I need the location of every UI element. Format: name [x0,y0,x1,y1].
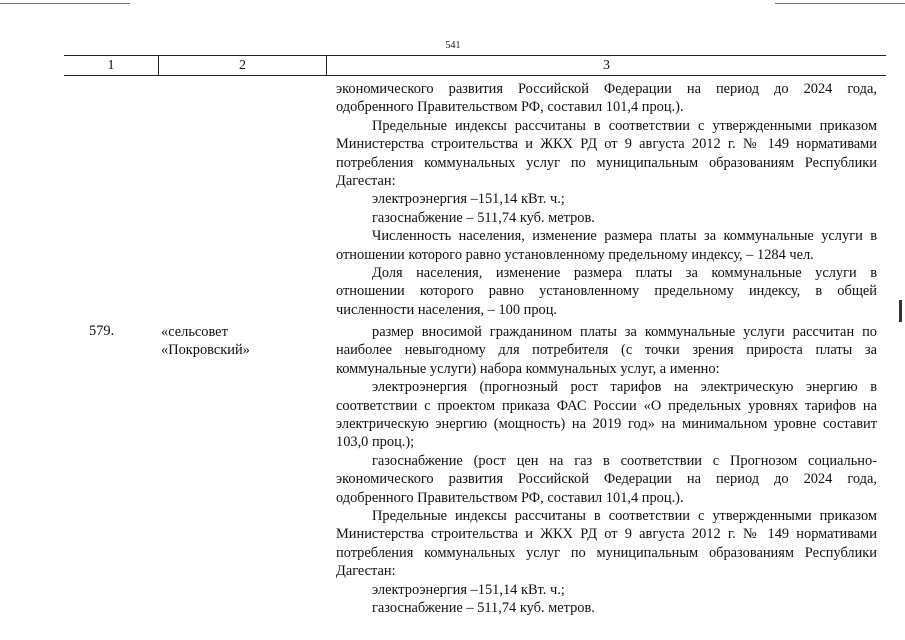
paragraph-line: отношении которого равно установленному предельному индексу, – 1284 чел. [336,246,814,263]
continuation-text [336,80,877,319]
paragraph-line: Предельные индексы рассчитаны в соответствии с утвержденными приказом [372,508,877,525]
paragraph-line: экономического развития Российской Федерации на период до 2024 года, [336,81,877,97]
electricity-norm: электроэнергия –151,14 кВт. ч.; [372,191,565,208]
header-col-3: 3 [603,58,610,73]
gas-norm: газоснабжение – 511,74 куб. метров. [372,600,595,617]
paragraph-line: одобренного Правительством РФ, составил 101,4 проц.). [336,489,684,506]
paragraph-line: наиболее невыгодному для потребителя (с точки зрения прироста платы за [336,342,877,359]
paragraph-line: отношении которого равно установленному предельному индексу, в общей [336,283,877,300]
paragraph-line: 103,0 проц.); [336,434,415,451]
paragraph-line: Дагестан: [336,173,396,190]
table-header-row [64,55,886,76]
paragraph-line: Численность населения, изменение размера платы за коммунальные услуги в [372,228,877,245]
municipality-name-line: «сельсовет [161,324,228,340]
header-col-1: 1 [107,58,115,73]
paragraph-line: потребления коммунальных услуг по муниципальным образованиям Республики [336,544,877,561]
top-rule-right [775,3,905,4]
scan-artifact [899,300,902,322]
paragraph-line: Министерства строительства и ЖКХ РД от 9 августа 2012 г. № 149 нормативами [336,526,877,543]
electricity-norm: электроэнергия –151,14 кВт. ч.; [372,581,565,598]
top-rule-left [0,3,130,4]
paragraph-line: потребления коммунальных услуг по муниципальным образованиям Республики [336,154,877,171]
paragraph-line: Дагестан: [336,563,396,580]
paragraph-line: газоснабжение (рост цен на газ в соответствии с Прогнозом социально- [372,452,877,469]
paragraph-line: Министерства строительства и ЖКХ РД от 9 августа 2012 г. № 149 нормативами [336,136,877,153]
paragraph-line: коммунальные услуги) набора коммунальных услуг, а именно: [336,360,720,377]
paragraph-line: Доля населения, изменение размера платы за коммунальные услуги в [372,265,877,282]
paragraph-line: электроэнергия (прогнозный рост тарифов на электрическую энергию в [372,379,877,396]
paragraph-line: экономического развития Российской Федерации на период до 2024 года, [336,471,877,488]
header-col-2: 2 [239,58,246,73]
paragraph-line: электрическую энергию (мощность) на 2019 год» на минимальном уровне составит [336,416,877,433]
municipality-name [161,323,250,360]
paragraph-line: одобренного Правительством РФ, составил 101,4 проц.). [336,99,684,116]
paragraph-line: численности населения, – 100 проц. [336,301,558,318]
gas-norm: газоснабжение – 511,74 куб. метров. [372,209,595,226]
row-number: 579. [89,323,115,339]
paragraph-line: размер вносимой гражданином платы за коммунальные услуги рассчитан по [372,324,877,340]
paragraph-line: соответствии с проектом приказа ФАС России «О предельных уровнях тарифов на [336,397,877,414]
municipality-name-line: «Покровский» [161,342,250,359]
page-number: 541 [445,40,461,51]
paragraph-line: Предельные индексы рассчитаны в соответствии с утвержденными приказом [372,117,877,134]
row-text [336,323,877,618]
